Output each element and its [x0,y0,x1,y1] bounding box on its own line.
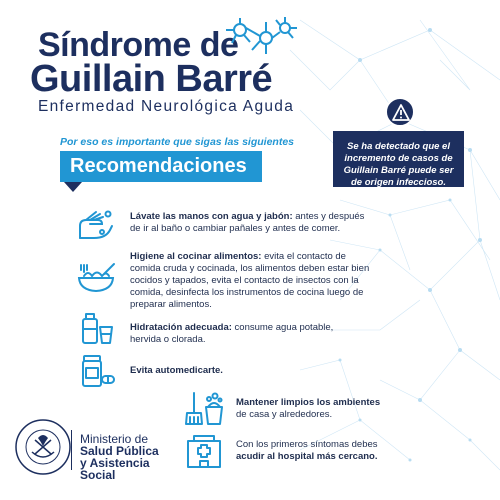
ministry-line: Social [80,468,116,482]
recommendation-title: Mantener limpios los ambientes [236,397,381,408]
cleaning-icon [184,391,226,427]
recommendation-title: Lávate las manos con agua y jabón: [130,211,293,222]
recommendation-text: Con los primeros síntomas debes [236,439,378,450]
ministry-line: Salud Pública [80,444,159,458]
recommendation-text: evita el contacto de comida cruda y cocinada, los alimentos deben estar bien cocidos y tapados, evita el contacto de insectos con la comida, desinfecta los instrumentos de cocina luego de preparar alimentos. [130,251,370,310]
warning-icon [385,97,415,127]
recommendation-text: de casa y alrededores. [236,409,333,420]
water-bottle-icon [80,311,114,345]
recommendation-cooking [130,251,370,311]
recommendation-hospital [236,439,406,463]
ministry-line: Ministerio de [80,432,149,446]
recommendation-self-medication [130,365,360,377]
ministry-line: y Asistencia [80,456,150,470]
recommendation-hydration [130,322,360,346]
alert-box: Se ha detectado que el incremento de casos de Guillain Barré puede ser de origen infeccioso. [333,131,464,187]
banner-arrow [64,182,82,192]
page-subtitle: Enfermedad Neurológica Aguda [38,98,295,115]
recommendation-title: Higiene al cocinar alimentos: [130,251,262,262]
recommendation-handwashing [130,211,365,235]
food-bowl-icon [76,262,116,294]
recommendation-clean-environment [236,397,386,421]
page-title: Síndrome de [38,26,239,64]
hospital-icon [184,433,224,469]
recommendation-text: antes y después de ir al baño o cambiar pañales y antes de comer. [130,211,365,234]
intro-text: Por eso es importante que sigas las siguientes [60,136,294,148]
footer-divider [71,430,72,470]
page-title-main: Guillain Barré [30,58,273,100]
recommendation-title: Hidratación adecuada: [130,322,232,333]
recommendation-text: consume agua potable, hervida o clorada. [130,322,334,345]
recommendation-title: Evita automedicarte. [130,365,223,376]
recommendation-title: acudir al hospital más cercano. [236,451,378,462]
guatemala-seal-logo [14,418,72,476]
neuron-icon [222,16,298,58]
ministry-name [80,433,159,481]
medicine-icon [80,354,116,388]
recommendations-banner: Recomendaciones [60,151,262,182]
hand-washing-icon [76,208,116,244]
